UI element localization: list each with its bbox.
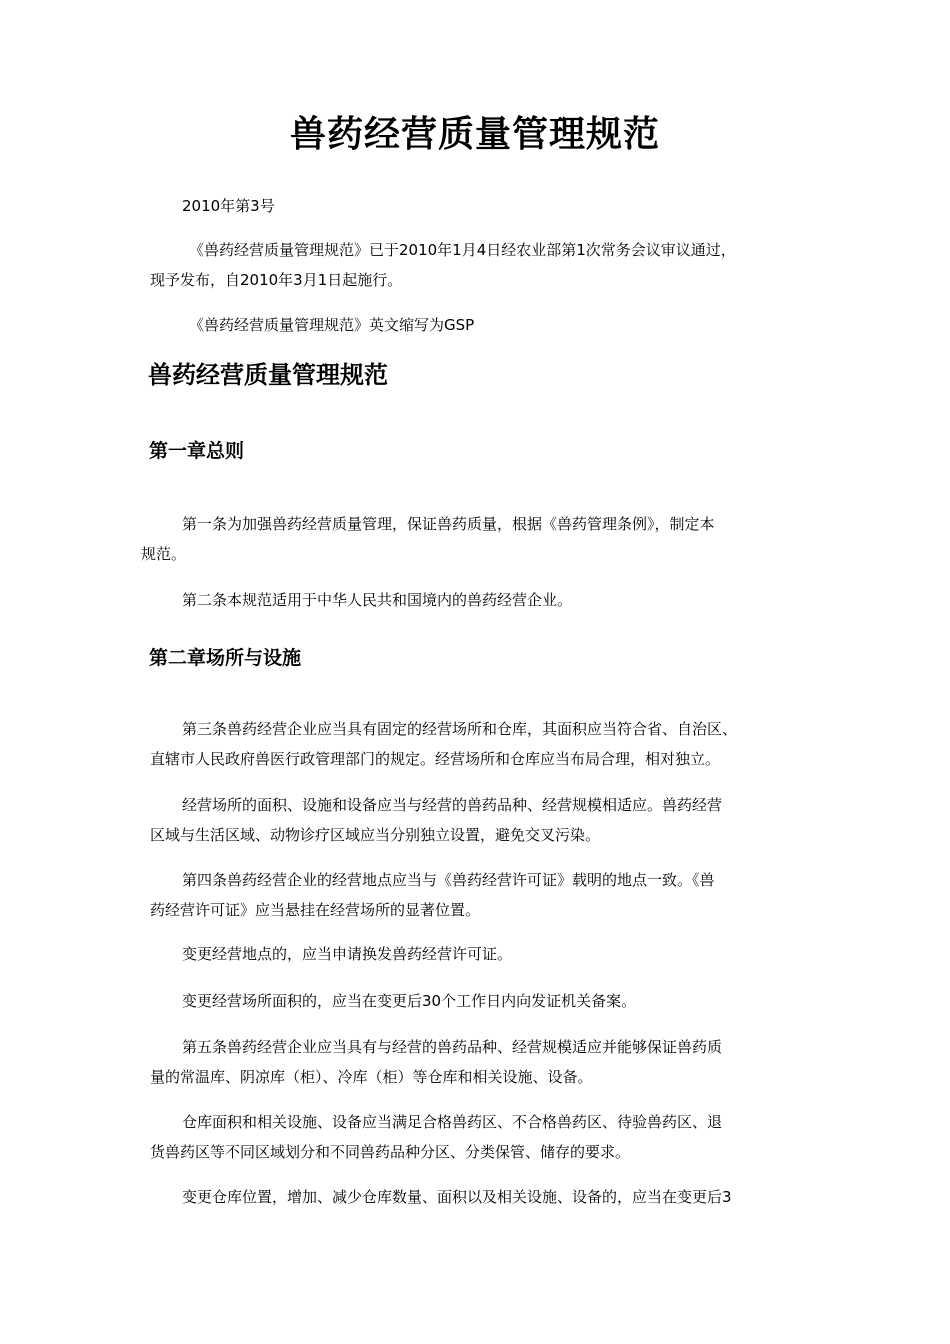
article-2: 第二条本规范适用于中华人民共和国境内的兽药经营企业。 — [182, 591, 573, 609]
paragraph-premises-line-1: 经营场所的面积、设施和设备应当与经营的兽药品种、经营规模相适应。兽药经营 — [182, 796, 723, 814]
announcement-line-1: 《兽药经营质量管理规范》已于2010年1月4日经农业部第1次常务会议审议通过， — [189, 241, 736, 259]
paragraph-premises-line-2: 区域与生活区域、动物诊疗区域应当分别独立设置，避免交叉污染。 — [150, 826, 601, 844]
document-subtitle: 兽药经营质量管理规范 — [148, 361, 388, 389]
abbreviation-note: 《兽药经营质量管理规范》英文缩写为GSP — [189, 316, 475, 334]
paragraph-warehouse-change: 变更仓库位置，增加、减少仓库数量、面积以及相关设施、设备的，应当在变更后3 — [182, 1188, 732, 1206]
paragraph-change-location: 变更经营地点的，应当申请换发兽药经营许可证。 — [182, 945, 513, 963]
paragraph-warehouse-line-1: 仓库面积和相关设施、设备应当满足合格兽药区、不合格兽药区、待验兽药区、退 — [182, 1113, 723, 1131]
article-4-line-1: 第四条兽药经营企业的经营地点应当与《兽药经营许可证》载明的地点一致。《兽 — [182, 871, 715, 889]
article-4-line-2: 药经营许可证》应当悬挂在经营场所的显著位置。 — [150, 901, 481, 919]
paragraph-change-area: 变更经营场所面积的，应当在变更后30个工作日内向发证机关备案。 — [182, 992, 637, 1010]
chapter-heading-facilities: 第二章场所与设施 — [149, 647, 302, 669]
issue-number: 2010年第3号 — [182, 197, 275, 215]
announcement-line-2: 现予发布，自2010年3月1日起施行。 — [150, 271, 403, 289]
paragraph-warehouse-line-2: 货兽药区等不同区域划分和不同兽药品种分区、分类保管、储存的要求。 — [150, 1143, 631, 1161]
article-3-line-1: 第三条兽药经营企业应当具有固定的经营场所和仓库，其面积应当符合省、自治区、 — [182, 720, 738, 738]
document-title: 兽药经营质量管理规范 — [289, 114, 660, 155]
article-5-line-2: 量的常温库、阴凉库（柜）、冷库（柜）等仓库和相关设施、设备。 — [150, 1068, 593, 1086]
article-5-line-1: 第五条兽药经营企业应当具有与经营的兽药品种、经营规模适应并能够保证兽药质 — [182, 1038, 723, 1056]
article-1-line-2: 规范。 — [141, 545, 187, 563]
article-3-line-2: 直辖市人民政府兽医行政管理部门的规定。经营场所和仓库应当布局合理，相对独立。 — [150, 750, 721, 768]
article-1-line-1: 第一条为加强兽药经营质量管理，保证兽药质量，根据《兽药管理条例》，制定本 — [182, 515, 715, 533]
chapter-heading-general: 第一章总则 — [149, 440, 245, 462]
